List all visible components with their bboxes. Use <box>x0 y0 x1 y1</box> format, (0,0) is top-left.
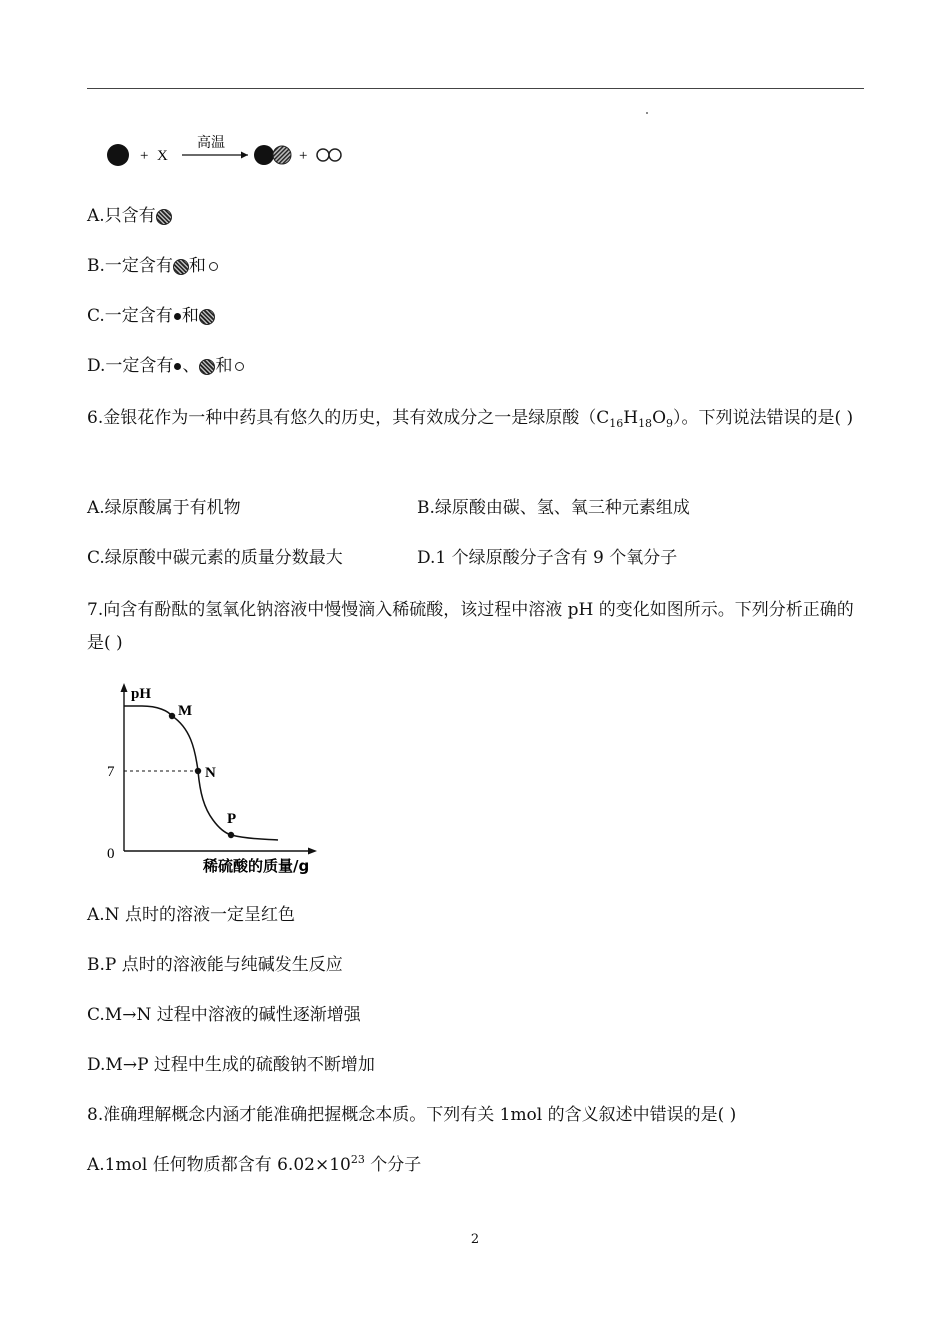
hatched-atom-icon <box>156 209 172 225</box>
white-atom-icon-2 <box>329 149 341 161</box>
option-text: C.一定含有 <box>87 306 173 326</box>
y-axis-label: pH <box>131 686 152 702</box>
product-black-atom-icon <box>254 145 274 165</box>
q6-option-c: C.绿原酸中碳元素的质量分数最大 <box>87 548 343 568</box>
x-axis-arrow <box>308 848 317 855</box>
option-text: A.只含有 <box>87 206 156 226</box>
black-atom-icon <box>107 144 129 166</box>
plus-sign-2: + <box>299 148 308 164</box>
ph-curve <box>124 706 278 840</box>
q6-stem-text: 6.金银花作为一种中药具有悠久的历史，其有效成分之一是绿原酸（C <box>87 408 610 428</box>
q8-stem: 8.准确理解概念内涵才能准确把握概念本质。下列有关 1mol 的含义叙述中错误的是( ) <box>87 1105 737 1125</box>
q6-option-a: A.绿原酸属于有机物 <box>87 498 241 518</box>
point-n-label: N <box>205 765 216 781</box>
x-axis-label: 稀硫酸的质量/g <box>203 857 310 875</box>
q6-option-b: B.绿原酸由碳、氢、氧三种元素组成 <box>417 498 690 518</box>
hatched-atom-icon <box>173 259 189 275</box>
reactant-x: X <box>157 148 168 164</box>
black-atom-icon <box>174 313 181 320</box>
q7-option-b: B.P 点时的溶液能与纯碱发生反应 <box>87 955 343 975</box>
formula-subscript: 16 <box>609 417 624 430</box>
white-atom-icon <box>209 262 218 271</box>
white-atom-icon <box>235 362 244 371</box>
point-p-label: P <box>227 811 237 827</box>
option-separator: 、 <box>182 356 200 376</box>
plus-sign-1: + <box>140 148 149 164</box>
q5-option-b <box>87 255 218 277</box>
y-axis-arrow <box>121 683 128 692</box>
q6-stem <box>87 402 867 435</box>
q6-option-d: D.1 个绿原酸分子含有 9 个氧分子 <box>417 548 678 568</box>
tick-7: 7 <box>107 764 115 780</box>
q7-option-c: C.M→N 过程中溶液的碱性逐渐增强 <box>87 1005 361 1025</box>
option-conjunction: 和 <box>188 256 206 276</box>
formula-element: O <box>652 408 666 428</box>
option-text: B.一定含有 <box>87 256 173 276</box>
q7-option-d: D.M→P 过程中生成的硫酸钠不断增加 <box>87 1055 375 1075</box>
hatched-atom-icon <box>199 359 215 375</box>
stray-dot <box>646 112 648 114</box>
q5-option-d <box>87 355 244 377</box>
reaction-arrow-head <box>241 152 248 159</box>
formula-subscript: 9 <box>666 417 673 430</box>
formula-subscript: 18 <box>638 417 653 430</box>
ph-graph <box>100 678 340 878</box>
point-n-marker <box>195 768 201 774</box>
reaction-condition: 高温 <box>197 135 225 151</box>
origin-label: 0 <box>107 846 115 862</box>
reaction-equation <box>100 125 360 175</box>
q7-option-a: A.N 点时的溶液一定呈红色 <box>87 905 295 925</box>
point-p-marker <box>228 832 234 838</box>
header-rule <box>87 88 864 89</box>
option-text: D.一定含有 <box>87 356 174 376</box>
point-m-label: M <box>178 703 193 719</box>
q5-option-c <box>87 305 215 327</box>
option-conjunction: 和 <box>181 306 199 326</box>
option-text: 个分子 <box>364 1155 422 1175</box>
formula-element: H <box>623 408 639 428</box>
hatched-atom-icon <box>199 309 215 325</box>
point-m-marker <box>169 713 175 719</box>
white-atom-icon-1 <box>317 149 329 161</box>
q8-option-a <box>87 1154 421 1176</box>
option-text: A.1mol 任何物质都含有 6.02×10 <box>87 1155 351 1175</box>
q7-stem: 7.向含有酚酞的氢氧化钠溶液中慢慢滴入稀硫酸，该过程中溶液 pH 的变化如图所示。下列分析正确的是( ) <box>87 600 854 653</box>
option-conjunction: 和 <box>215 356 233 376</box>
q6-stem-text: ）。下列说法错误的是( ) <box>673 408 854 428</box>
q5-option-a <box>87 205 172 227</box>
exponent: 23 <box>350 1153 365 1166</box>
product-hatched-atom-icon <box>273 146 291 164</box>
page-number: 2 <box>470 1232 480 1247</box>
black-atom-icon <box>174 363 181 370</box>
